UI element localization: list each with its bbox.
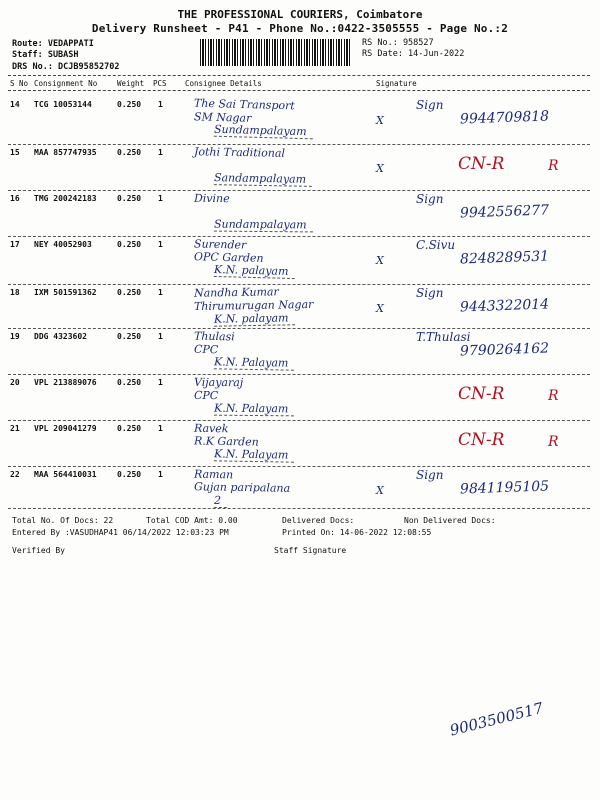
- table-row: [8, 190, 590, 237]
- consignee-line: Surender: [193, 237, 247, 252]
- serial-number: 22: [10, 470, 20, 479]
- signature-phone: 9443322014: [459, 296, 550, 316]
- serial-number: 15: [10, 148, 20, 157]
- table-row: [8, 328, 590, 375]
- consignment-number: VPL 213889076: [34, 378, 97, 387]
- table-row: [8, 236, 590, 285]
- pieces: 1: [158, 332, 163, 341]
- pieces: 1: [158, 288, 163, 297]
- col-pcs: PCS: [153, 79, 167, 88]
- serial-number: 19: [10, 332, 20, 341]
- consignee-line: K.N. palayam: [214, 311, 295, 326]
- pieces: 1: [158, 424, 163, 433]
- consignee-line: K.N. palayam: [214, 263, 295, 279]
- table-header: [8, 75, 590, 91]
- serial-number: 16: [10, 194, 20, 203]
- col-sno: S No: [10, 79, 29, 88]
- signature-cross-mark: X: [376, 254, 384, 267]
- serial-number: 17: [10, 240, 20, 249]
- consignment-number: MAA 564410031: [34, 470, 97, 479]
- return-tick: R: [548, 158, 559, 174]
- consignee-line: K.N. Palayam: [214, 355, 295, 370]
- consignee-line: Sandampalayam: [214, 171, 312, 187]
- col-consignment: Consignment No: [34, 79, 98, 88]
- consignee-line: Raman: [193, 467, 234, 482]
- handwritten-bottom-note: 9003500517: [448, 698, 545, 740]
- consignee-line: OPC Garden: [193, 250, 264, 265]
- weight: 0.250: [117, 332, 142, 341]
- verified-by: Verified By: [12, 546, 65, 555]
- consignment-number: MAA 857747935: [34, 148, 97, 157]
- weight: 0.250: [117, 424, 142, 433]
- serial-number: 18: [10, 288, 20, 297]
- table-row: [8, 466, 590, 509]
- pieces: 1: [158, 100, 163, 109]
- runsheet-subtitle: Delivery Runsheet - P41 - Phone No.:0422-3505555 - Page No.:2: [91, 22, 509, 35]
- weight: 0.250: [117, 240, 142, 249]
- return-tick: R: [548, 388, 559, 404]
- signature-scrawl: C.Sivu: [416, 238, 456, 252]
- weight: 0.250: [117, 470, 142, 479]
- col-signature: Signature: [376, 79, 417, 88]
- serial-number: 20: [10, 378, 20, 387]
- consignment-number: VPL 209041279: [34, 424, 97, 433]
- barcode: [200, 39, 350, 66]
- signature-scrawl: Sign: [416, 98, 444, 112]
- col-weight: Weight: [117, 79, 145, 88]
- return-mark: CN-R: [458, 430, 505, 450]
- consignee-line: CPC: [193, 388, 219, 403]
- consignee-line: CPC: [193, 342, 219, 357]
- pieces: 1: [158, 148, 163, 157]
- consignee-line: Thulasi: [193, 329, 235, 344]
- signature-phone: 9942556277: [459, 202, 550, 222]
- consignee-line: Divine: [193, 191, 230, 206]
- serial-number: 14: [10, 100, 20, 109]
- staff-signature: Staff Signature: [274, 546, 347, 555]
- consignee-line: 2: [214, 494, 227, 508]
- weight: 0.250: [117, 100, 142, 109]
- table-row: [8, 420, 590, 467]
- weight: 0.250: [117, 194, 142, 203]
- consignment-number: TMG 200242183: [34, 194, 97, 203]
- consignment-number: TCG 10053144: [34, 100, 92, 109]
- non-delivered-docs: Non Delivered Docs:: [404, 516, 496, 525]
- consignment-number: IXM 501591362: [34, 288, 97, 297]
- signature-cross-mark: X: [376, 302, 384, 315]
- signature-cross-mark: X: [376, 484, 384, 497]
- signature-scrawl: Sign: [416, 192, 444, 206]
- signature-cross-mark: X: [376, 114, 384, 127]
- rs-number: RS No.: 958527: [362, 38, 434, 48]
- signature-scrawl: Sign: [416, 468, 444, 482]
- pieces: 1: [158, 378, 163, 387]
- rs-date: RS Date: 14-Jun-2022: [362, 49, 465, 59]
- return-tick: R: [548, 434, 559, 450]
- consignee-line: Vijayaraj: [193, 375, 244, 390]
- return-mark: CN-R: [458, 154, 505, 174]
- pieces: 1: [158, 194, 163, 203]
- consignment-number: DDG 4323602: [34, 332, 87, 341]
- consignee-line: The Sai Transport: [193, 96, 295, 113]
- consignee-line: K.N. Palayam: [214, 447, 295, 462]
- pieces: 1: [158, 240, 163, 249]
- table-row: [8, 96, 590, 145]
- col-consignee: Consignee Details: [185, 79, 262, 88]
- drs-label: DRS No.: DCJB95852702: [12, 62, 120, 72]
- pieces: 1: [158, 470, 163, 479]
- weight: 0.250: [117, 378, 142, 387]
- signature-scrawl: Sign: [416, 286, 444, 300]
- signature-phone: 9841195105: [459, 478, 550, 498]
- weight: 0.250: [117, 288, 142, 297]
- signature-cross-mark: X: [376, 162, 384, 175]
- company-title: THE PROFESSIONAL COURIERS, Coimbatore: [177, 8, 423, 21]
- signature-scrawl: T.Thulasi: [416, 330, 471, 344]
- consignee-line: K.N. Palayam: [214, 402, 294, 417]
- signature-phone: 9944709818: [459, 108, 550, 128]
- printed-on: Printed On: 14-06-2022 12:08:55: [282, 528, 432, 537]
- consignment-number: NEY 40052903: [34, 240, 92, 249]
- consignee-line: Gujan paripalana: [193, 480, 291, 495]
- serial-number: 21: [10, 424, 20, 433]
- consignee-line: Nandha Kumar: [193, 285, 279, 300]
- total-cod: Total COD Amt: 0.00: [146, 516, 238, 525]
- signature-phone: 9790264162: [459, 340, 550, 360]
- consignee-line: SM Nagar: [193, 110, 252, 125]
- signature-phone: 8248289531: [459, 248, 550, 268]
- consignee-line: Thirumurugan Nagar: [193, 297, 314, 314]
- delivered-docs: Delivered Docs:: [282, 516, 355, 525]
- consignee-line: Sundampalayam: [214, 218, 313, 233]
- entered-by: Entered By :VASUDHAP41 06/14/2022 12:03:23 PM: [12, 528, 229, 537]
- staff-label: Staff: SUBASH: [12, 50, 79, 60]
- table-row: [8, 144, 590, 191]
- consignee-line: R.K Garden: [193, 434, 259, 449]
- table-row: [8, 284, 590, 329]
- route-label: Route: VEDAPPATI: [12, 39, 94, 49]
- consignee-line: Sundampalayam: [214, 123, 313, 140]
- consignee-line: Jothi Traditional: [193, 145, 286, 160]
- total-docs: Total No. Of Docs: 22: [12, 516, 114, 525]
- consignee-line: Ravek: [193, 421, 229, 436]
- weight: 0.250: [117, 148, 142, 157]
- table-row: [8, 374, 590, 421]
- return-mark: CN-R: [458, 384, 505, 404]
